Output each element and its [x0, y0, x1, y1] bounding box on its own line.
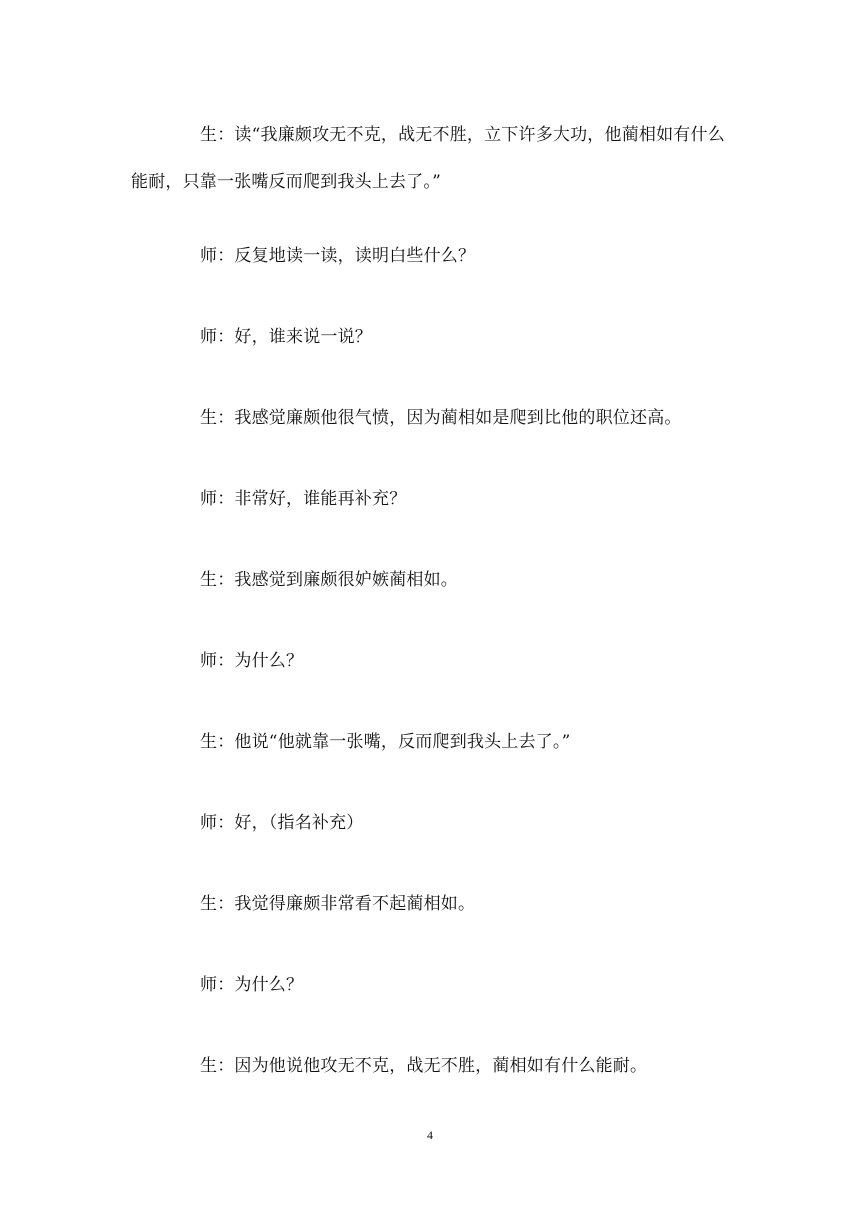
paragraph-1-line-2: 能耐，只靠一张嘴反而爬到我头上去了。”	[131, 172, 441, 192]
paragraph-9: 师：好，（指名补充）	[200, 813, 364, 833]
paragraph-7: 师：为什么？	[200, 651, 304, 671]
paragraph-8: 生：他说“他就靠一张嘴，反而爬到我头上去了。”	[200, 732, 571, 752]
paragraph-4: 生：我感觉廉颇他很气愤，因为蔺相如是爬到比他的职位还高。	[200, 408, 682, 428]
paragraph-3: 师：好，谁来说一说？	[200, 327, 372, 347]
paragraph-10: 生：我觉得廉颇非常看不起蔺相如。	[200, 894, 476, 914]
paragraph-11: 师：为什么？	[200, 975, 304, 995]
paragraph-1-line-1: 生：读“我廉颇攻无不克，战无不胜，立下许多大功，他蔺相如有什么	[200, 125, 725, 145]
page-number: 4	[427, 1128, 433, 1142]
paragraph-12: 生：因为他说他攻无不克，战无不胜，蔺相如有什么能耐。	[200, 1056, 648, 1076]
paragraph-5: 师：非常好，谁能再补充？	[200, 489, 407, 509]
paragraph-6: 生：我感觉到廉颇很妒嫉蔺相如。	[200, 570, 458, 590]
paragraph-2: 师：反复地读一读，读明白些什么？	[200, 246, 476, 266]
